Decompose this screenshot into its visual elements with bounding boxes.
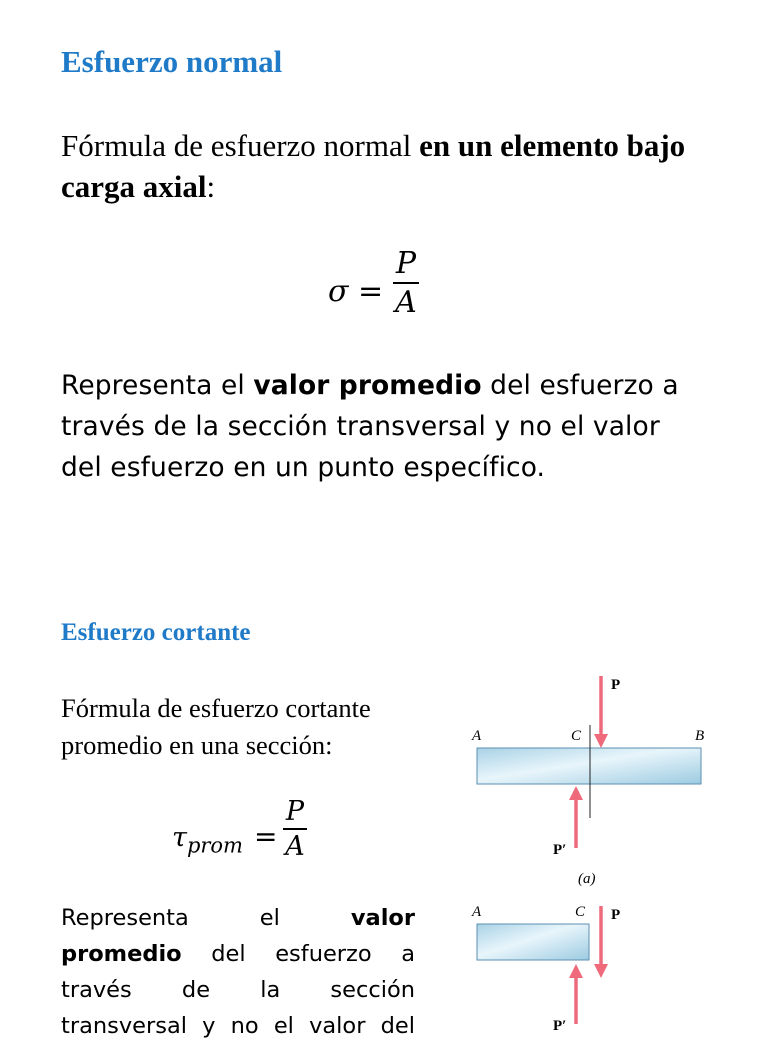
formula-tau bbox=[172, 822, 243, 857]
formula-denominator: A bbox=[395, 284, 417, 320]
shear-denominator: A bbox=[285, 830, 305, 862]
shear-stress-intro: Fórmula de esfuerzo cortante promedio en una sección: bbox=[61, 693, 371, 760]
shear-fraction bbox=[282, 796, 308, 864]
section-title-normal-stress: Esfuerzo normal bbox=[61, 44, 283, 79]
tau-symbol: τ bbox=[172, 822, 187, 853]
shear-numerator: P bbox=[285, 796, 305, 827]
formula-fraction bbox=[392, 246, 420, 322]
label-pprime: P′ bbox=[553, 842, 567, 858]
label-pprime-bottom: P′ bbox=[553, 1018, 567, 1034]
paragraph-text-rest: del esfuerzo a través de la sección transversal y no el valor del esfuerzo en un punto específico. bbox=[61, 370, 679, 483]
label-a-top: A bbox=[472, 728, 482, 744]
formula-equals: = bbox=[254, 820, 278, 853]
bar-ac bbox=[477, 924, 589, 960]
paragraph-bold: valor promedio bbox=[253, 370, 482, 401]
intro-suffix: : bbox=[206, 169, 216, 204]
label-a-bottom: A bbox=[472, 904, 482, 920]
bar-ab bbox=[477, 748, 701, 784]
section-title-shear-stress: Esfuerzo cortante bbox=[61, 619, 251, 646]
intro-bold-text: en un elemento bajo carga axial bbox=[61, 128, 686, 204]
tau-subscript: prom bbox=[186, 833, 243, 858]
label-b: B bbox=[695, 728, 705, 744]
label-p-top: P bbox=[611, 677, 621, 693]
normal-stress-paragraph bbox=[61, 365, 687, 488]
label-c-bottom: C bbox=[575, 904, 586, 920]
shear-figure bbox=[440, 660, 740, 1034]
paragraph2-text: Representa el bbox=[61, 905, 351, 931]
label-p-bottom: P bbox=[611, 907, 621, 923]
paragraph2-bold: valor promedio bbox=[61, 905, 415, 967]
formula-numerator: P bbox=[395, 246, 417, 281]
shear-stress-formula bbox=[172, 796, 312, 876]
intro-text: Fórmula de esfuerzo normal bbox=[61, 128, 420, 163]
caption-a: (a) bbox=[578, 871, 596, 887]
shear-stress-paragraph bbox=[61, 900, 415, 1044]
label-c-top: C bbox=[571, 728, 582, 744]
paragraph-text: Representa el bbox=[61, 370, 254, 401]
paragraph2-text-rest: del esfuerzo a través de la sección transversal y no el valor del bbox=[61, 941, 415, 1039]
normal-stress-formula bbox=[328, 246, 428, 336]
normal-stress-intro bbox=[61, 125, 701, 207]
formula-lhs: σ = bbox=[328, 274, 384, 309]
